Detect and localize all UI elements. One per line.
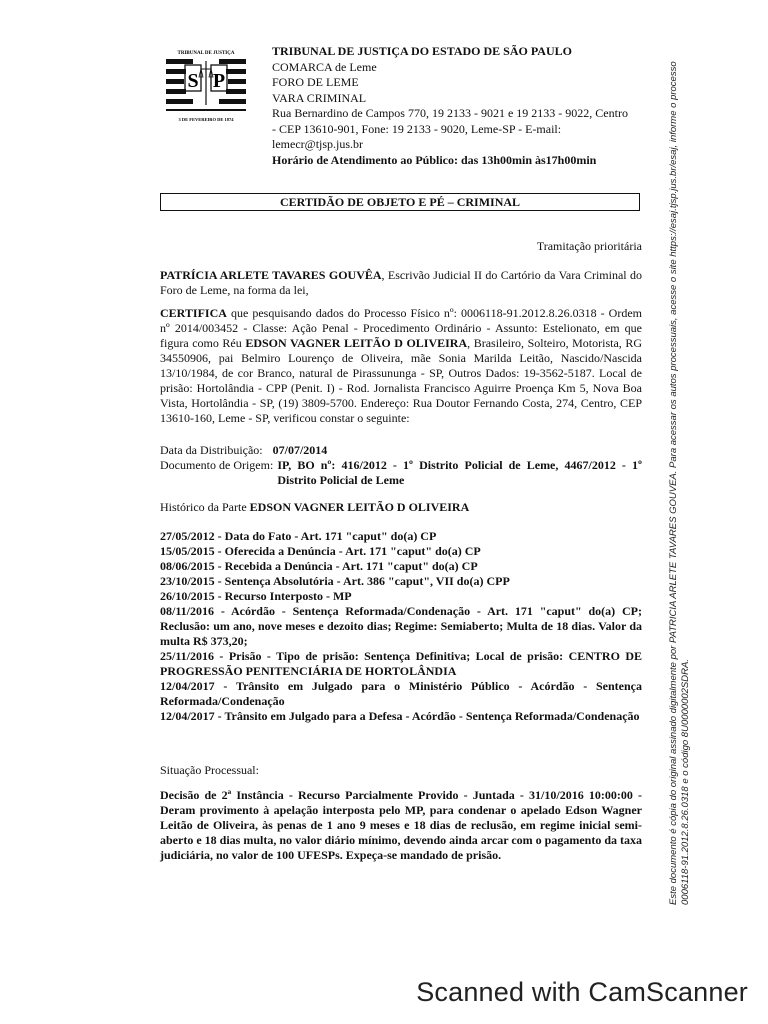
document-header	[272, 44, 634, 168]
certifica-paragraph	[160, 306, 642, 426]
history-label: Histórico da Parte	[160, 500, 250, 514]
situation-label: Situação Processual:	[160, 763, 259, 777]
clerk-name: PATRÍCIA ARLETE TAVARES GOUVÊA	[160, 268, 382, 282]
signature-note-line-1: Este documento é cópia do original assinado digitalmente por PATRICIA ARLETE TAVARES GOUVEA. Para acessar os autos processuais, acesse o site https://esaj.tjsp.jus.br/esaj, informe o processo	[668, 61, 679, 905]
scanner-watermark: Scanned with CamScanner	[416, 977, 748, 1007]
court-address: Rua Bernardino de Campos 770, 19 2133 - 9021 e 19 2133 - 9022, Centro - CEP 13610-901, Fone: 19 2133 - 9020, Leme-SP - E-mail: lemecr@tjsp.jus.br	[272, 106, 628, 151]
vara: VARA CRIMINAL	[272, 90, 367, 105]
history-event: 15/05/2015 - Oferecida a Denúncia - Art. 171 "caput" do(a) CP	[160, 544, 481, 558]
opening-hours: Horário de Atendimento ao Público: das 13h00min às17h00min	[272, 152, 597, 167]
certifica-text-2: , Brasileiro, Solteiro, Motorista, RG 34550906, pai Belmiro Lourenço de Oliveira, mãe Sonia Marilda Leitão, Nascido/Nascida 13/10/1984, de cor Branco, natural de Pirassununga - SP, Outros Dados: 19-3562-5187. Local de prisão: Hortolândia - CPP (Penit. I) - Rod. Jornalista Francisco Aguirre Proença Km 5, Nova Boa Vista, Hortolândia - SP, (19) 3809-5700. Endereço: Rua Doutor Fernando Costa, 274, Centro, CEP 13610-160, Leme - SP, verificou constar o seguinte:	[160, 336, 643, 425]
history-event: 25/11/2016 - Prisão - Tipo de prisão: Sentença Definitiva; Local de prisão: CENTRO DE PROGRESSÃO PENITENCIÁRIA DE HORTOLÂNDIA	[160, 649, 642, 678]
defendant-name: EDSON VAGNER LEITÃO D OLIVEIRA	[245, 336, 468, 350]
situation-text: Decisão de 2ª Instância - Recurso Parcialmente Provido - Juntada - 31/10/2016 10:00:00 - Deram provimento à apelação interposta pelo MP, para condenar o apelado Edson Wagner Leitão de Oliveira, às penas de 1 ano 9 meses e 18 dias de reclusão, em regime inicial semi-aberto e 18 dias multa, no valor diário mínimo, devendo ainda arcar com o pagamento da taxa judiciária, no valor de 100 UFESPs. Expeça-se mandado de prisão.	[160, 788, 643, 862]
origin-document-value: IP, BO nº: 416/2012 - 1º Distrito Policial de Leme, 4467/2012 - 1º Distrito Policial de Leme	[277, 458, 642, 487]
history-event: 08/06/2015 - Recebida a Denúncia - Art. 171 "caput" do(a) CP	[160, 559, 478, 573]
origin-document-label: Documento de Origem:	[160, 458, 274, 472]
history-event: 23/10/2015 - Sentença Absolutória - Art. 386 "caput", VII do(a) CPP	[160, 574, 510, 588]
distribution-date-value: 07/07/2014	[272, 443, 328, 457]
comarca: COMARCA de Leme	[272, 59, 377, 74]
history-heading	[160, 500, 642, 515]
priority-note: Tramitação prioritária	[536, 239, 642, 253]
logo-letter-p: P	[212, 70, 226, 92]
logo-letter-s: S	[187, 70, 199, 92]
logo-top-text: TRIBUNAL DE JUSTIÇA	[177, 51, 235, 56]
history-event: 12/04/2017 - Trânsito em Julgado para o Ministério Público - Acórdão - Sentença Reformada/Condenação	[160, 679, 642, 708]
foro: FORO DE LEME	[272, 75, 359, 89]
document-title: CERTIDÃO DE OBJETO E PÉ – CRIMINAL	[160, 193, 640, 211]
history-events	[160, 529, 642, 724]
digital-signature-note	[668, 45, 692, 905]
history-event: 27/05/2012 - Data do Fato - Art. 171 "caput" do(a) CP	[160, 529, 437, 543]
intro-paragraph	[160, 268, 642, 298]
history-event: 12/04/2017 - Trânsito em Julgado para a Defesa - Acórdão - Sentença Reformada/Condenação	[160, 709, 640, 723]
history-event: 08/11/2016 - Acórdão - Sentença Reformada/Condenação - Art. 171 "caput" do(a) CP; Reclusão: um ano, nove meses e dezoito dias; Regime: Semiaberto; Multa de 18 dias. Valor da multa R$ 373,20;	[160, 604, 642, 648]
history-event: 26/10/2015 - Recurso Interposto - MP	[160, 589, 352, 603]
certifica-text-1: que pesquisando dados do Processo Físico nº: 0006118-91.2012.8.26.0318 - Ordem nº 2014/003452 - Classe: Ação Penal - Procedimento Ordinário - Assunto: Estelionato, em que figura como Réu	[160, 306, 642, 350]
history-party: EDSON VAGNER LEITÃO D OLIVEIRA	[249, 500, 470, 514]
signature-note-line-2: 0006118-91.2012.8.26.0318 e o código 8U0000002SDRA.	[680, 659, 691, 905]
intro-text: , Escrivão Judicial II do Cartório da Vara Criminal do Foro de Leme, na forma da lei,	[160, 268, 642, 297]
logo-bottom-text: 3 DE FEVEREIRO DE 1874	[178, 117, 234, 122]
court-name: TRIBUNAL DE JUSTIÇA DO ESTADO DE SÃO PAULO	[272, 44, 572, 58]
certifica-lead: CERTIFICA	[160, 306, 227, 320]
distribution-info	[160, 443, 642, 488]
court-seal-logo	[163, 47, 249, 127]
distribution-date-label: Data da Distribuição:	[160, 443, 263, 457]
